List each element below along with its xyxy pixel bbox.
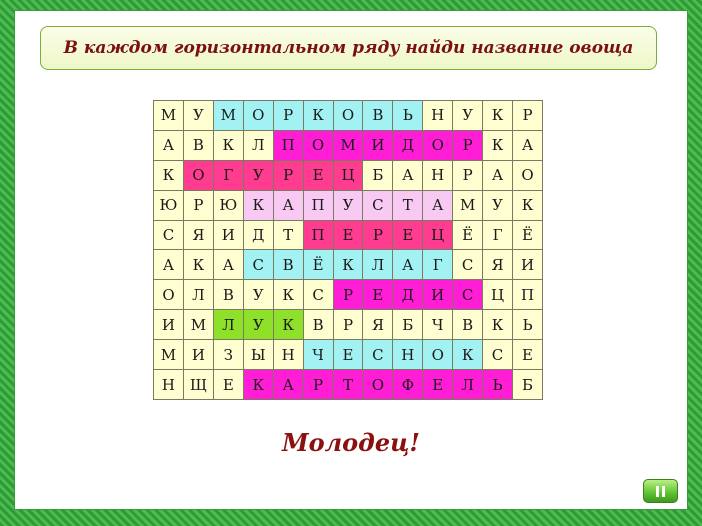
letter-cell[interactable]: Р (303, 370, 333, 400)
letter-cell[interactable]: С (154, 220, 184, 250)
letter-cell[interactable]: Ь (513, 310, 543, 340)
letter-cell[interactable]: Р (273, 101, 303, 131)
letter-cell[interactable]: В (363, 101, 393, 131)
letter-cell[interactable]: Т (393, 190, 423, 220)
letter-cell[interactable]: Л (183, 280, 213, 310)
letter-cell[interactable]: А (154, 250, 184, 280)
letter-cell[interactable]: П (513, 280, 543, 310)
letter-cell[interactable]: Л (213, 310, 243, 340)
letter-cell[interactable]: Ю (154, 190, 184, 220)
grid-row (154, 130, 543, 160)
letter-cell[interactable]: К (483, 310, 513, 340)
grid-row (154, 310, 543, 340)
grid-row (154, 101, 543, 131)
letter-cell[interactable]: Б (363, 160, 393, 190)
letter-cell[interactable]: А (393, 250, 423, 280)
letter-cell[interactable]: Д (393, 280, 423, 310)
letter-cell[interactable]: У (483, 190, 513, 220)
letter-cell[interactable]: Д (393, 130, 423, 160)
letter-cell[interactable]: Я (363, 310, 393, 340)
letter-cell[interactable]: У (243, 280, 273, 310)
letter-cell[interactable]: Р (513, 101, 543, 131)
letter-cell[interactable]: У (333, 190, 363, 220)
letter-cell[interactable]: И (213, 220, 243, 250)
letter-cell[interactable]: А (273, 190, 303, 220)
letter-cell[interactable]: М (333, 130, 363, 160)
letter-cell[interactable]: Р (273, 160, 303, 190)
letter-cell[interactable]: Ю (213, 190, 243, 220)
letter-cell[interactable]: Е (333, 220, 363, 250)
letter-cell[interactable]: Е (393, 220, 423, 250)
letter-cell[interactable]: К (183, 250, 213, 280)
letter-cell[interactable]: Ч (423, 310, 453, 340)
letter-cell[interactable]: П (303, 190, 333, 220)
letter-cell[interactable]: К (273, 280, 303, 310)
letter-cell[interactable]: В (183, 130, 213, 160)
letter-cell[interactable]: В (273, 250, 303, 280)
letter-cell[interactable]: Е (363, 280, 393, 310)
letter-cell[interactable]: Л (453, 370, 483, 400)
letter-cell[interactable]: А (273, 370, 303, 400)
letter-cell[interactable]: С (453, 250, 483, 280)
letter-cell[interactable]: К (483, 130, 513, 160)
letter-cell[interactable]: К (483, 101, 513, 131)
letter-cell[interactable]: Н (423, 160, 453, 190)
letter-cell[interactable]: С (303, 280, 333, 310)
letter-cell[interactable]: Н (423, 101, 453, 131)
letter-cell[interactable]: О (513, 160, 543, 190)
letter-cell[interactable]: Д (243, 220, 273, 250)
letter-cell[interactable]: Ц (423, 220, 453, 250)
letter-cell[interactable]: Е (213, 370, 243, 400)
letter-cell[interactable]: С (453, 280, 483, 310)
letter-cell[interactable]: В (453, 310, 483, 340)
letter-cell[interactable]: Р (453, 130, 483, 160)
letter-cell[interactable]: Л (363, 250, 393, 280)
grid-row (154, 340, 543, 370)
letter-cell[interactable]: Г (423, 250, 453, 280)
letter-cell[interactable]: Ч (303, 340, 333, 370)
letter-cell[interactable]: Ф (393, 370, 423, 400)
letter-cell[interactable]: К (513, 190, 543, 220)
letter-cell[interactable]: К (243, 190, 273, 220)
letter-cell[interactable]: Я (183, 220, 213, 250)
letter-cell[interactable]: П (273, 130, 303, 160)
grid-row (154, 220, 543, 250)
letter-cell[interactable]: Р (333, 280, 363, 310)
letter-cell[interactable]: У (453, 101, 483, 131)
letter-cell[interactable]: О (423, 340, 453, 370)
letter-cell[interactable]: К (333, 250, 363, 280)
letter-cell[interactable]: И (154, 310, 184, 340)
grid-row (154, 280, 543, 310)
letter-cell[interactable]: О (303, 130, 333, 160)
task-title-text: В каждом горизонтальном ряду найди название овоща (63, 38, 634, 58)
pause-button[interactable] (643, 479, 678, 503)
letter-cell[interactable]: Б (513, 370, 543, 400)
letter-cell[interactable]: А (423, 190, 453, 220)
letter-cell[interactable]: И (513, 250, 543, 280)
grid-row (154, 250, 543, 280)
letter-cell[interactable]: Р (453, 160, 483, 190)
letter-cell[interactable]: Ь (393, 101, 423, 131)
letter-cell[interactable]: У (243, 310, 273, 340)
letter-cell[interactable]: О (423, 130, 453, 160)
pause-icon (656, 486, 665, 497)
letter-cell[interactable]: О (333, 101, 363, 131)
letter-cell[interactable]: Ы (243, 340, 273, 370)
letter-cell[interactable]: А (154, 130, 184, 160)
letter-cell[interactable]: К (453, 340, 483, 370)
letter-cell[interactable]: В (213, 280, 243, 310)
letter-cell[interactable]: Ь (483, 370, 513, 400)
feedback-text: Молодец! (282, 428, 420, 457)
letter-cell[interactable]: М (213, 101, 243, 131)
letter-cell[interactable]: М (453, 190, 483, 220)
letter-cell[interactable]: Щ (183, 370, 213, 400)
task-title (40, 26, 657, 70)
letter-cell[interactable]: К (243, 370, 273, 400)
letter-cell[interactable]: Т (273, 220, 303, 250)
letter-cell[interactable]: О (154, 280, 184, 310)
letter-cell[interactable]: Н (154, 370, 184, 400)
letter-cell[interactable]: И (423, 280, 453, 310)
letter-cell[interactable]: Р (333, 310, 363, 340)
letter-cell[interactable]: С (243, 250, 273, 280)
letter-cell[interactable]: К (213, 130, 243, 160)
letter-cell[interactable]: К (154, 160, 184, 190)
letter-cell[interactable]: О (363, 370, 393, 400)
grid-row (154, 370, 543, 400)
letter-cell[interactable]: Ц (333, 160, 363, 190)
letter-cell[interactable]: Е (423, 370, 453, 400)
letter-cell[interactable]: Ё (513, 220, 543, 250)
letter-cell[interactable]: К (273, 310, 303, 340)
letter-cell[interactable]: З (213, 340, 243, 370)
letter-cell[interactable]: О (183, 160, 213, 190)
letter-cell[interactable]: Ё (453, 220, 483, 250)
letter-cell[interactable]: О (243, 101, 273, 131)
letter-cell[interactable]: Е (333, 340, 363, 370)
letter-cell[interactable]: М (183, 310, 213, 340)
letter-cell[interactable]: Н (273, 340, 303, 370)
letter-cell[interactable]: М (154, 101, 184, 131)
letter-cell[interactable]: Ц (483, 280, 513, 310)
letter-cell[interactable]: Я (483, 250, 513, 280)
letter-cell[interactable]: И (183, 340, 213, 370)
letter-cell[interactable]: Н (393, 340, 423, 370)
letter-cell[interactable]: И (363, 130, 393, 160)
letter-cell[interactable]: С (363, 190, 393, 220)
letter-cell[interactable]: Т (333, 370, 363, 400)
letter-cell[interactable]: А (393, 160, 423, 190)
letter-cell[interactable]: У (243, 160, 273, 190)
letter-cell[interactable]: У (183, 101, 213, 131)
letter-cell[interactable]: А (213, 250, 243, 280)
grid-row (154, 190, 543, 220)
letter-cell[interactable]: Г (483, 220, 513, 250)
letter-cell[interactable]: С (363, 340, 393, 370)
letter-grid (153, 100, 543, 400)
letter-cell[interactable]: Е (303, 160, 333, 190)
letter-cell[interactable]: Ё (303, 250, 333, 280)
letter-cell[interactable]: Р (183, 190, 213, 220)
letter-cell[interactable]: А (513, 130, 543, 160)
letter-cell[interactable]: С (483, 340, 513, 370)
letter-cell[interactable]: Б (393, 310, 423, 340)
letter-cell[interactable]: Л (243, 130, 273, 160)
letter-cell[interactable]: Е (513, 340, 543, 370)
letter-cell[interactable]: В (303, 310, 333, 340)
letter-cell[interactable]: К (303, 101, 333, 131)
letter-cell[interactable]: Р (363, 220, 393, 250)
letter-cell[interactable]: П (303, 220, 333, 250)
letter-cell[interactable]: М (154, 340, 184, 370)
grid-row (154, 160, 543, 190)
letter-cell[interactable]: А (483, 160, 513, 190)
letter-cell[interactable]: Г (213, 160, 243, 190)
